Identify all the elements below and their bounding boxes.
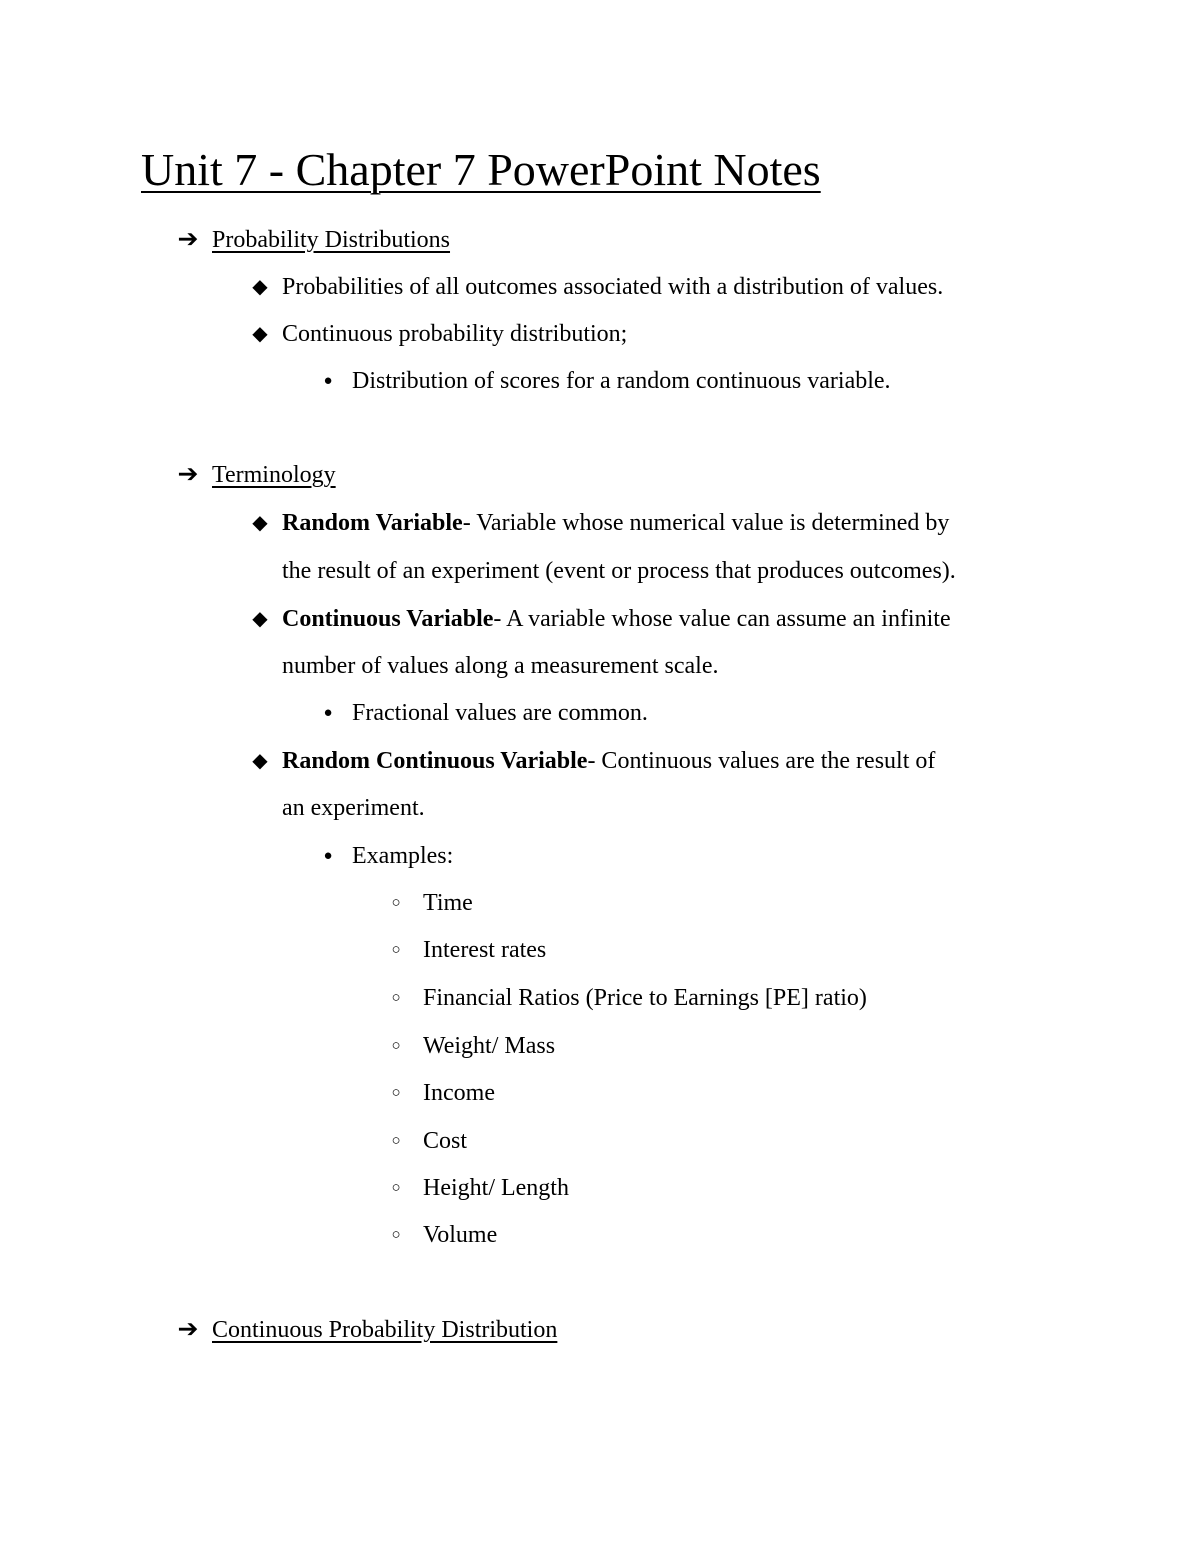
example-item: Volume bbox=[423, 1222, 498, 1248]
list-item: Fractional values are common. bbox=[352, 700, 648, 726]
definition-item bbox=[282, 603, 951, 635]
definition-text: - Variable whose numerical value is determined by bbox=[462, 510, 950, 536]
filled-dot-bullet-icon: ● bbox=[323, 373, 333, 389]
definition-item bbox=[282, 507, 949, 539]
section-heading: Probability Distributions bbox=[212, 227, 451, 253]
diamond-bullet-icon: ◆ bbox=[252, 512, 268, 534]
term-label: Continuous Variable bbox=[282, 606, 494, 632]
example-item: Weight/ Mass bbox=[423, 1033, 556, 1059]
definition-text: - Continuous values are the result of bbox=[587, 748, 936, 774]
section-heading: Continuous Probability Distribution bbox=[212, 1317, 558, 1343]
list-item: Examples: bbox=[352, 843, 454, 869]
example-item: Interest rates bbox=[423, 937, 547, 963]
hollow-circle-bullet-icon: ○ bbox=[391, 942, 401, 958]
diamond-bullet-icon: ◆ bbox=[252, 750, 268, 772]
definition-text: - A variable whose value can assume an infinite bbox=[493, 606, 951, 632]
hollow-circle-bullet-icon: ○ bbox=[391, 1085, 401, 1101]
diamond-bullet-icon: ◆ bbox=[252, 276, 268, 298]
definition-text: an experiment. bbox=[282, 795, 425, 821]
diamond-bullet-icon: ◆ bbox=[252, 608, 268, 630]
list-item: Continuous probability distribution; bbox=[282, 321, 628, 347]
hollow-circle-bullet-icon: ○ bbox=[391, 990, 401, 1006]
diamond-bullet-icon: ◆ bbox=[252, 323, 268, 345]
hollow-circle-bullet-icon: ○ bbox=[391, 1133, 401, 1149]
example-item: Time bbox=[423, 890, 473, 916]
example-item: Height/ Length bbox=[423, 1175, 569, 1201]
hollow-circle-bullet-icon: ○ bbox=[391, 895, 401, 911]
page-title: Unit 7 - Chapter 7 PowerPoint Notes bbox=[141, 144, 821, 195]
hollow-circle-bullet-icon: ○ bbox=[391, 1227, 401, 1243]
filled-dot-bullet-icon: ● bbox=[323, 848, 333, 864]
example-item: Cost bbox=[423, 1128, 468, 1154]
list-item: Probabilities of all outcomes associated with a distribution of values. bbox=[282, 274, 944, 300]
definition-text: number of values along a measurement scale. bbox=[282, 653, 719, 679]
hollow-circle-bullet-icon: ○ bbox=[391, 1180, 401, 1196]
term-label: Random Variable bbox=[282, 510, 463, 536]
hollow-circle-bullet-icon: ○ bbox=[391, 1038, 401, 1054]
definition-item bbox=[282, 745, 935, 777]
filled-dot-bullet-icon: ● bbox=[323, 705, 333, 721]
right-arrow-icon: ➔ bbox=[177, 226, 199, 253]
example-item: Financial Ratios (Price to Earnings [PE] ratio) bbox=[423, 985, 867, 1011]
example-item: Income bbox=[423, 1080, 495, 1106]
term-label: Random Continuous Variable bbox=[282, 748, 588, 774]
right-arrow-icon: ➔ bbox=[177, 461, 199, 488]
right-arrow-icon: ➔ bbox=[177, 1316, 199, 1343]
definition-text: the result of an experiment (event or process that produces outcomes). bbox=[282, 558, 956, 584]
list-item: Distribution of scores for a random continuous variable. bbox=[352, 368, 891, 394]
section-heading: Terminology bbox=[212, 462, 336, 488]
